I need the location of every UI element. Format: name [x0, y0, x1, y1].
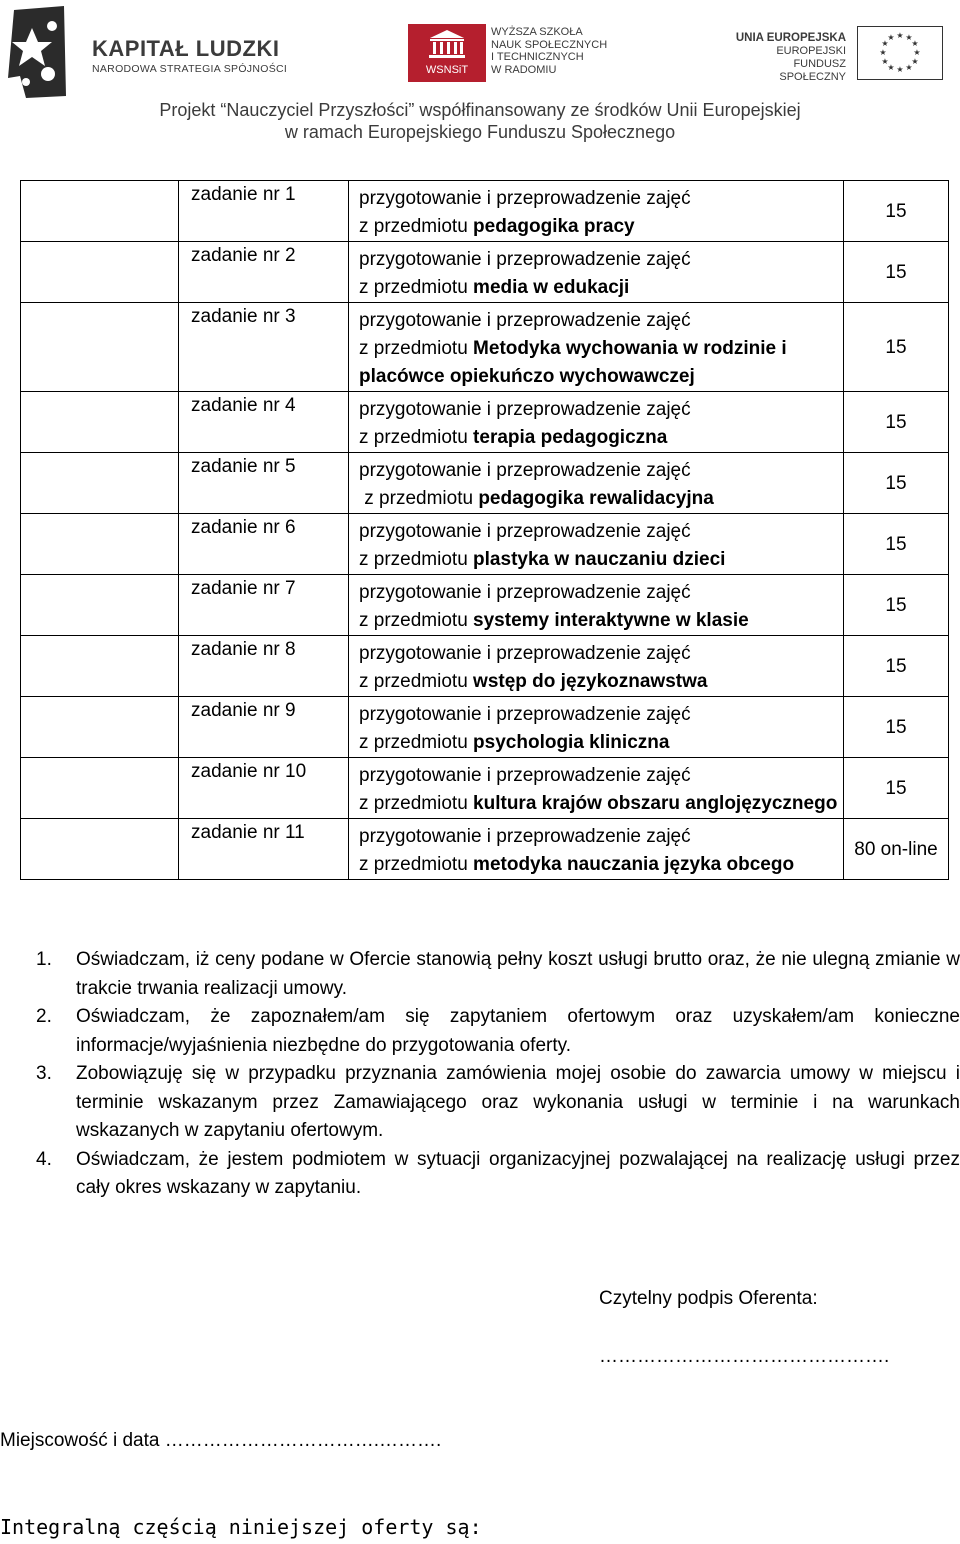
subject-name: pedagogika pracy: [473, 216, 635, 237]
subject-intro: z przedmiotu: [359, 610, 474, 631]
subject-name: media w edukacji: [473, 277, 630, 298]
task-description-cell: [349, 575, 844, 636]
declaration-text: Zobowiązuję się w przypadku przyznania zamówienia mojej osobie do zawarcia umowy w miejscu i terminie wskazanym przez Zamawiającego oraz wykonania usługi w terminie i na warunkach wskazanych w zapytaniu ofertowym.: [76, 1063, 960, 1141]
task-number-cell: zadanie nr 3: [179, 303, 349, 392]
place-and-date: Miejscowość i data …………………………….……….: [0, 1430, 442, 1451]
declaration-text: Oświadczam, że zapoznałem/am się zapytaniem ofertowym oraz uzyskałem/am konieczne informacje/wyjaśnienia niezbędne do przygotowania oferty.: [76, 1006, 960, 1056]
tasks-table-body: [21, 181, 949, 880]
task-prefix: przygotowanie i przeprowadzenie zajęć: [359, 704, 691, 725]
task-prefix: przygotowanie i przeprowadzenie zajęć: [359, 460, 691, 481]
table-row: [21, 392, 949, 453]
subject-name: pedagogika rewalidacyjna: [478, 488, 714, 509]
subject-name: wstęp do językoznawstwa: [473, 671, 708, 692]
declarations-list: [0, 946, 960, 1203]
wsnsit-line: I TECHNICZNYCH: [491, 51, 584, 63]
subject-name: Metodyka wychowania w rodzinie i placówce opiekuńczo wychowawczej: [359, 338, 787, 387]
subject-intro: z przedmiotu: [359, 427, 474, 448]
wsnsit-line: W RADOMIU: [491, 63, 557, 76]
task-description-cell: [349, 181, 844, 242]
hours-cell: 15: [844, 392, 949, 453]
subject-intro: z przedmiotu: [359, 488, 479, 509]
subject-intro: z przedmiotu: [359, 793, 474, 814]
subject-name: plastyka w nauczaniu dzieci: [473, 549, 726, 570]
declaration-item: [0, 1060, 960, 1146]
table-row: [21, 181, 949, 242]
subject-intro: z przedmiotu: [359, 338, 474, 359]
svg-text:★: ★: [913, 48, 921, 57]
svg-text:★: ★: [887, 63, 895, 72]
university-building-icon: [408, 24, 486, 64]
wsnsit-name: [491, 26, 607, 76]
table-row: [21, 303, 949, 392]
empty-cell: [21, 392, 179, 453]
subject-name: psychologia kliniczna: [473, 732, 670, 753]
attachments-heading: Integralną częścią niniejszej oferty są:: [0, 1515, 482, 1539]
svg-text:★: ★: [881, 39, 889, 48]
signature-line: ……………………………………….: [599, 1346, 890, 1367]
empty-cell: [21, 453, 179, 514]
project-line-1: Projekt “Nauczyciel Przyszłości” współfinansowany ze środków Unii Europejskiej: [159, 100, 801, 120]
hours-cell: 15: [844, 181, 949, 242]
empty-cell: [21, 758, 179, 819]
project-line-2: w ramach Europejskiego Funduszu Społecznego: [284, 122, 676, 142]
table-row: [21, 636, 949, 697]
task-prefix: przygotowanie i przeprowadzenie zajęć: [359, 399, 691, 420]
empty-cell: [21, 636, 179, 697]
hours-cell: 15: [844, 636, 949, 697]
task-description-cell: [349, 697, 844, 758]
kapital-ludzki-subtitle: NARODOWA STRATEGIA SPÓJNOŚCI: [92, 63, 288, 75]
table-row: [21, 819, 949, 880]
task-prefix: przygotowanie i przeprowadzenie zajęć: [359, 826, 691, 847]
hours-cell: 80 on-line: [844, 819, 949, 880]
wsnsit-line: WYŻSZA SZKOŁA: [491, 26, 583, 38]
subject-name: terapia pedagogiczna: [473, 427, 668, 448]
empty-cell: [21, 575, 179, 636]
declaration-text: Oświadczam, iż ceny podane w Ofercie stanowią pełny koszt usługi brutto oraz, że nie ulegną zmianie w trakcie trwania realizacji umowy.: [76, 949, 960, 999]
eu-line: EUROPEJSKI: [776, 45, 846, 57]
task-number-cell: zadanie nr 1: [179, 181, 349, 242]
eu-fund-text: [724, 32, 846, 84]
declaration-number: 2.: [36, 1006, 52, 1027]
table-row: [21, 697, 949, 758]
task-prefix: przygotowanie i przeprowadzenie zajęć: [359, 310, 691, 331]
eu-line: FUNDUSZ SPOŁECZNY: [779, 58, 846, 83]
subject-intro: z przedmiotu: [359, 854, 474, 875]
kapital-ludzki-logo-icon: [4, 6, 70, 98]
task-description-cell: [349, 514, 844, 575]
task-number-cell: zadanie nr 10: [179, 758, 349, 819]
eu-line: UNIA EUROPEJSKA: [735, 32, 846, 44]
task-number-cell: zadanie nr 6: [179, 514, 349, 575]
wsnsit-badge: WSNSiT: [425, 64, 469, 76]
task-number-cell: zadanie nr 4: [179, 392, 349, 453]
task-prefix: przygotowanie i przeprowadzenie zajęć: [359, 188, 691, 209]
task-number-cell: zadanie nr 2: [179, 242, 349, 303]
task-prefix: przygotowanie i przeprowadzenie zajęć: [359, 521, 691, 542]
declaration-text: Oświadczam, że jestem podmiotem w sytuacji organizacyjnej pozwalającej na realizację usługi przez cały okres wskazany w zapytaniu.: [76, 1148, 960, 1198]
task-prefix: przygotowanie i przeprowadzenie zajęć: [359, 582, 691, 603]
svg-text:★: ★: [905, 33, 913, 42]
tasks-table: [20, 180, 949, 880]
subject-intro: z przedmiotu: [359, 671, 474, 692]
table-row: [21, 514, 949, 575]
subject-intro: z przedmiotu: [359, 277, 474, 298]
task-description-cell: [349, 636, 844, 697]
svg-text:★: ★: [881, 57, 889, 66]
empty-cell: [21, 303, 179, 392]
declaration-number: 3.: [36, 1063, 52, 1084]
empty-cell: [21, 242, 179, 303]
subject-intro: z przedmiotu: [359, 549, 474, 570]
svg-text:★: ★: [911, 57, 919, 66]
page-header: [0, 0, 960, 150]
eu-flag-icon: [857, 26, 943, 80]
task-prefix: przygotowanie i przeprowadzenie zajęć: [359, 643, 691, 664]
task-description-cell: [349, 242, 844, 303]
svg-text:★: ★: [879, 48, 887, 57]
hours-cell: 15: [844, 697, 949, 758]
hours-cell: 15: [844, 514, 949, 575]
kapital-ludzki-wordmark: [92, 36, 287, 75]
task-number-cell: zadanie nr 7: [179, 575, 349, 636]
signature-label: Czytelny podpis Oferenta:: [599, 1288, 818, 1309]
empty-cell: [21, 181, 179, 242]
empty-cell: [21, 819, 179, 880]
table-row: [21, 575, 949, 636]
task-number-cell: zadanie nr 5: [179, 453, 349, 514]
task-prefix: przygotowanie i przeprowadzenie zajęć: [359, 765, 691, 786]
declaration-number: 4.: [36, 1148, 52, 1170]
declaration-item: [0, 1003, 960, 1060]
svg-text:★: ★: [896, 31, 904, 40]
kapital-ludzki-title: KAPITAŁ LUDZKI: [92, 36, 280, 61]
subject-name: metodyka nauczania języka obcego: [473, 854, 795, 875]
table-row: [21, 758, 949, 819]
hours-cell: 15: [844, 453, 949, 514]
task-prefix: przygotowanie i przeprowadzenie zajęć: [359, 249, 691, 270]
wsnsit-logo: [408, 24, 486, 82]
svg-text:★: ★: [911, 39, 919, 48]
task-description-cell: [349, 819, 844, 880]
svg-text:★: ★: [896, 65, 904, 74]
declaration-item: [0, 1146, 960, 1203]
hours-cell: 15: [844, 242, 949, 303]
svg-text:★: ★: [887, 33, 895, 42]
table-row: [21, 453, 949, 514]
hours-cell: 15: [844, 575, 949, 636]
svg-text:★: ★: [905, 63, 913, 72]
declaration-number: 1.: [36, 949, 52, 970]
declaration-item: [0, 946, 960, 1003]
table-row: [21, 242, 949, 303]
hours-cell: 15: [844, 758, 949, 819]
subject-name: kultura krajów obszaru anglojęzycznego: [473, 793, 838, 814]
task-number-cell: zadanie nr 8: [179, 636, 349, 697]
wsnsit-line: NAUK SPOŁECZNYCH: [491, 38, 608, 51]
task-description-cell: [349, 453, 844, 514]
subject-intro: z przedmiotu: [359, 216, 474, 237]
empty-cell: [21, 697, 179, 758]
subject-intro: z przedmiotu: [359, 732, 474, 753]
hours-cell: 15: [844, 303, 949, 392]
task-number-cell: zadanie nr 9: [179, 697, 349, 758]
task-description-cell: [349, 758, 844, 819]
subject-name: systemy interaktywne w klasie: [473, 610, 749, 631]
empty-cell: [21, 514, 179, 575]
project-caption: [0, 99, 960, 143]
task-description-cell: [349, 392, 844, 453]
task-number-cell: zadanie nr 11: [179, 819, 349, 880]
task-description-cell: [349, 303, 844, 392]
